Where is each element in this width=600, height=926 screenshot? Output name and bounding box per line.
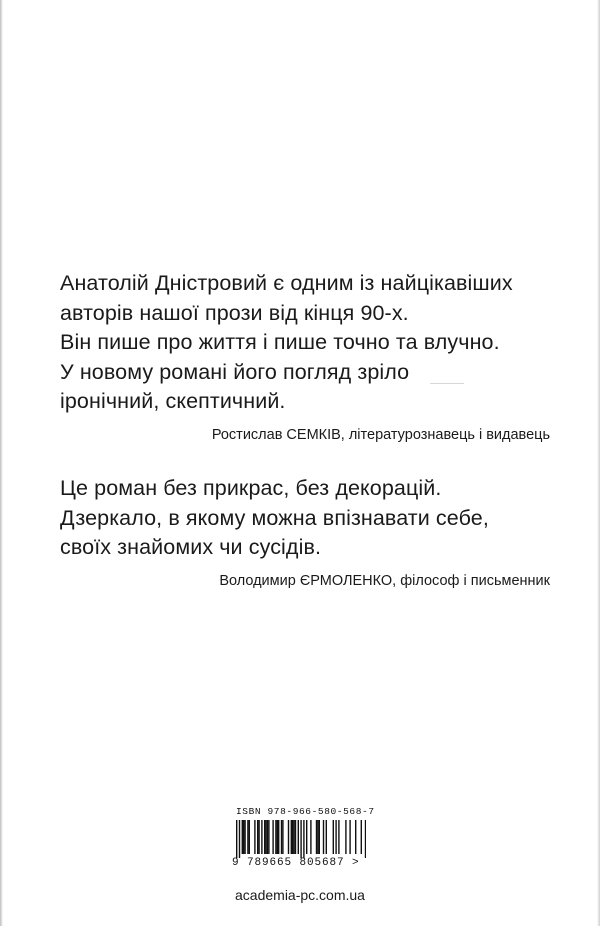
barcode-bar: [291, 820, 292, 854]
barcode-bar: [282, 820, 283, 854]
barcode-bar: [261, 820, 262, 854]
barcode-bar: [249, 820, 250, 854]
barcode-bar: [239, 820, 240, 858]
barcode-bar: [349, 820, 350, 854]
barcode-bar: [365, 820, 366, 858]
quote-attribution: Ростислав СЕМКІВ, літературознавець і видавець: [211, 426, 550, 443]
barcode-bar: [338, 820, 339, 854]
barcode-bar: [323, 820, 324, 854]
barcode-bar: [292, 820, 293, 854]
barcode-bar: [345, 820, 346, 854]
quote-line: іронічний, скептичний.: [60, 389, 286, 413]
barcode-bar: [355, 820, 356, 854]
barcode-bar: [281, 820, 282, 854]
barcode-bar: [293, 820, 294, 854]
barcode-bar: [264, 820, 265, 854]
barcode-bar: [277, 820, 278, 854]
barcode-bar: [278, 820, 279, 854]
barcode-bar: [295, 820, 296, 854]
barcode-bar: [265, 820, 266, 854]
barcode-bar: [310, 820, 311, 854]
barcode-bar: [267, 820, 268, 854]
isbn-label: ISBN 978-966-580-568-7: [236, 806, 375, 817]
barcode-bar: [319, 820, 320, 854]
barcode-bar: [333, 820, 334, 854]
barcode-bar: [317, 820, 318, 854]
review-quote-1: [60, 269, 560, 445]
barcode-bar: [254, 820, 255, 854]
barcode-bar: [242, 820, 243, 854]
barcode-bar: [288, 820, 289, 854]
barcode-bar: [257, 820, 258, 854]
barcode-bar: [258, 820, 259, 854]
scan-edge-left: [0, 0, 3, 926]
review-quote-2: [60, 474, 560, 591]
barcode-bar: [272, 820, 273, 854]
quote-line: Це роман без прикрас, без декорацій.: [60, 476, 442, 500]
quote-line: Анатолій Дністровий є одним із найцікавіших: [60, 271, 513, 295]
barcode-bar: [268, 820, 269, 854]
barcode-bar: [275, 820, 276, 854]
barcode-bar: [247, 820, 248, 854]
barcode-icon: [234, 820, 366, 858]
barcode-bar: [244, 820, 245, 854]
barcode-bar: [335, 820, 336, 854]
quote-line: Він пише про життя і пише точно та влучно.: [60, 330, 500, 354]
barcode-bar: [303, 820, 304, 858]
barcode-bar: [298, 820, 299, 854]
barcode-bar: [316, 820, 317, 854]
barcode-digits: 9 789665 805687 >: [232, 857, 360, 869]
quote-line: Дзеркало, в якому можна впізнавати себе,: [60, 505, 489, 530]
quote-line: авторів нашої прози від кінця 90-х.: [60, 300, 409, 325]
quote-line: У новому романі його погляд зріло: [60, 359, 410, 384]
barcode-bar: [326, 820, 327, 854]
quote-attribution: Володимир ЄРМОЛЕНКО, філософ і письменник: [219, 572, 550, 589]
barcode-bar: [306, 820, 307, 854]
barcode-bar: [236, 820, 237, 858]
barcode-bar: [361, 820, 362, 854]
barcode-bar: [243, 820, 244, 854]
print-smudge: [430, 383, 464, 384]
publisher-website: academia-pc.com.ua: [235, 887, 365, 903]
quote-line: своїх знайомих чи сусідів.: [60, 535, 322, 559]
barcode-bar: [300, 820, 301, 858]
